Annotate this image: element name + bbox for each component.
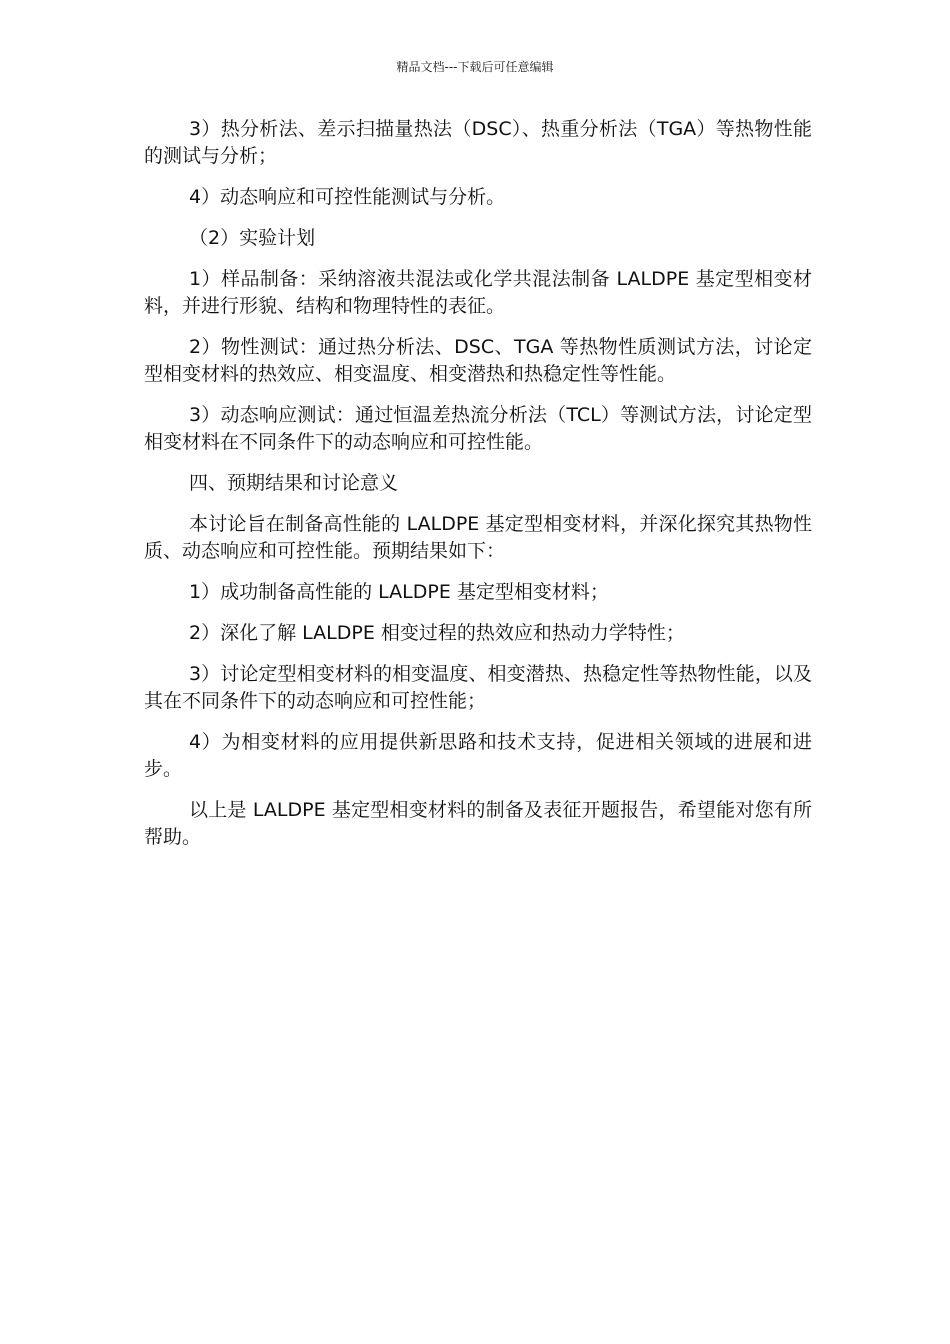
paragraph-dynamic-response-test: 4）动态响应和可控性能测试与分析。 <box>189 186 506 208</box>
paragraph-property-test: 2）物性测试：通过热分析法、DSC、TGA 等热物性质测试方法，讨论定型相变材料的热效应、相变温度、相变潜热和热稳定性等性能。 <box>144 336 812 385</box>
paragraph-dynamic-test: 3）动态响应测试：通过恒温差热流分析法（TCL）等测试方法，讨论定型相变材料在不同条件下的动态响应和可控性能。 <box>144 404 812 453</box>
document-body <box>144 116 812 865</box>
paragraph-expected-intro: 本讨论旨在制备高性能的 LALDPE 基定型相变材料，并深化探究其热物性质、动态响应和可控性能。预期结果如下： <box>144 513 812 562</box>
paragraph-expected-4: 4）为相变材料的应用提供新思路和技术支持，促进相关领域的进展和进步。 <box>144 731 812 780</box>
paragraph-thermal-analysis: 3）热分析法、差示扫描量热法（DSC）、热重分析法（TGA）等热物性能的测试与分析； <box>144 118 812 167</box>
section-heading-expected-results: 四、预期结果和讨论意义 <box>189 472 399 494</box>
page-header: 精品文档---下载后可任意编辑 <box>396 60 554 74</box>
paragraph-expected-2: 2）深化了解 LALDPE 相变过程的热效应和热动力学特性； <box>189 622 685 644</box>
paragraph-sample-preparation: 1）样品制备：采纳溶液共混法或化学共混法制备 LALDPE 基定型相变材料，并进行形貌、结构和物理特性的表征。 <box>144 268 812 317</box>
paragraph-expected-1: 1）成功制备高性能的 LALDPE 基定型相变材料； <box>189 581 609 603</box>
paragraph-expected-3: 3）讨论定型相变材料的相变温度、相变潜热、热稳定性等热物性能，以及其在不同条件下的动态响应和可控性能； <box>144 663 812 712</box>
paragraph-experiment-plan-heading: （2）实验计划 <box>189 227 316 249</box>
paragraph-closing: 以上是 LALDPE 基定型相变材料的制备及表征开题报告，希望能对您有所帮助。 <box>144 799 812 848</box>
